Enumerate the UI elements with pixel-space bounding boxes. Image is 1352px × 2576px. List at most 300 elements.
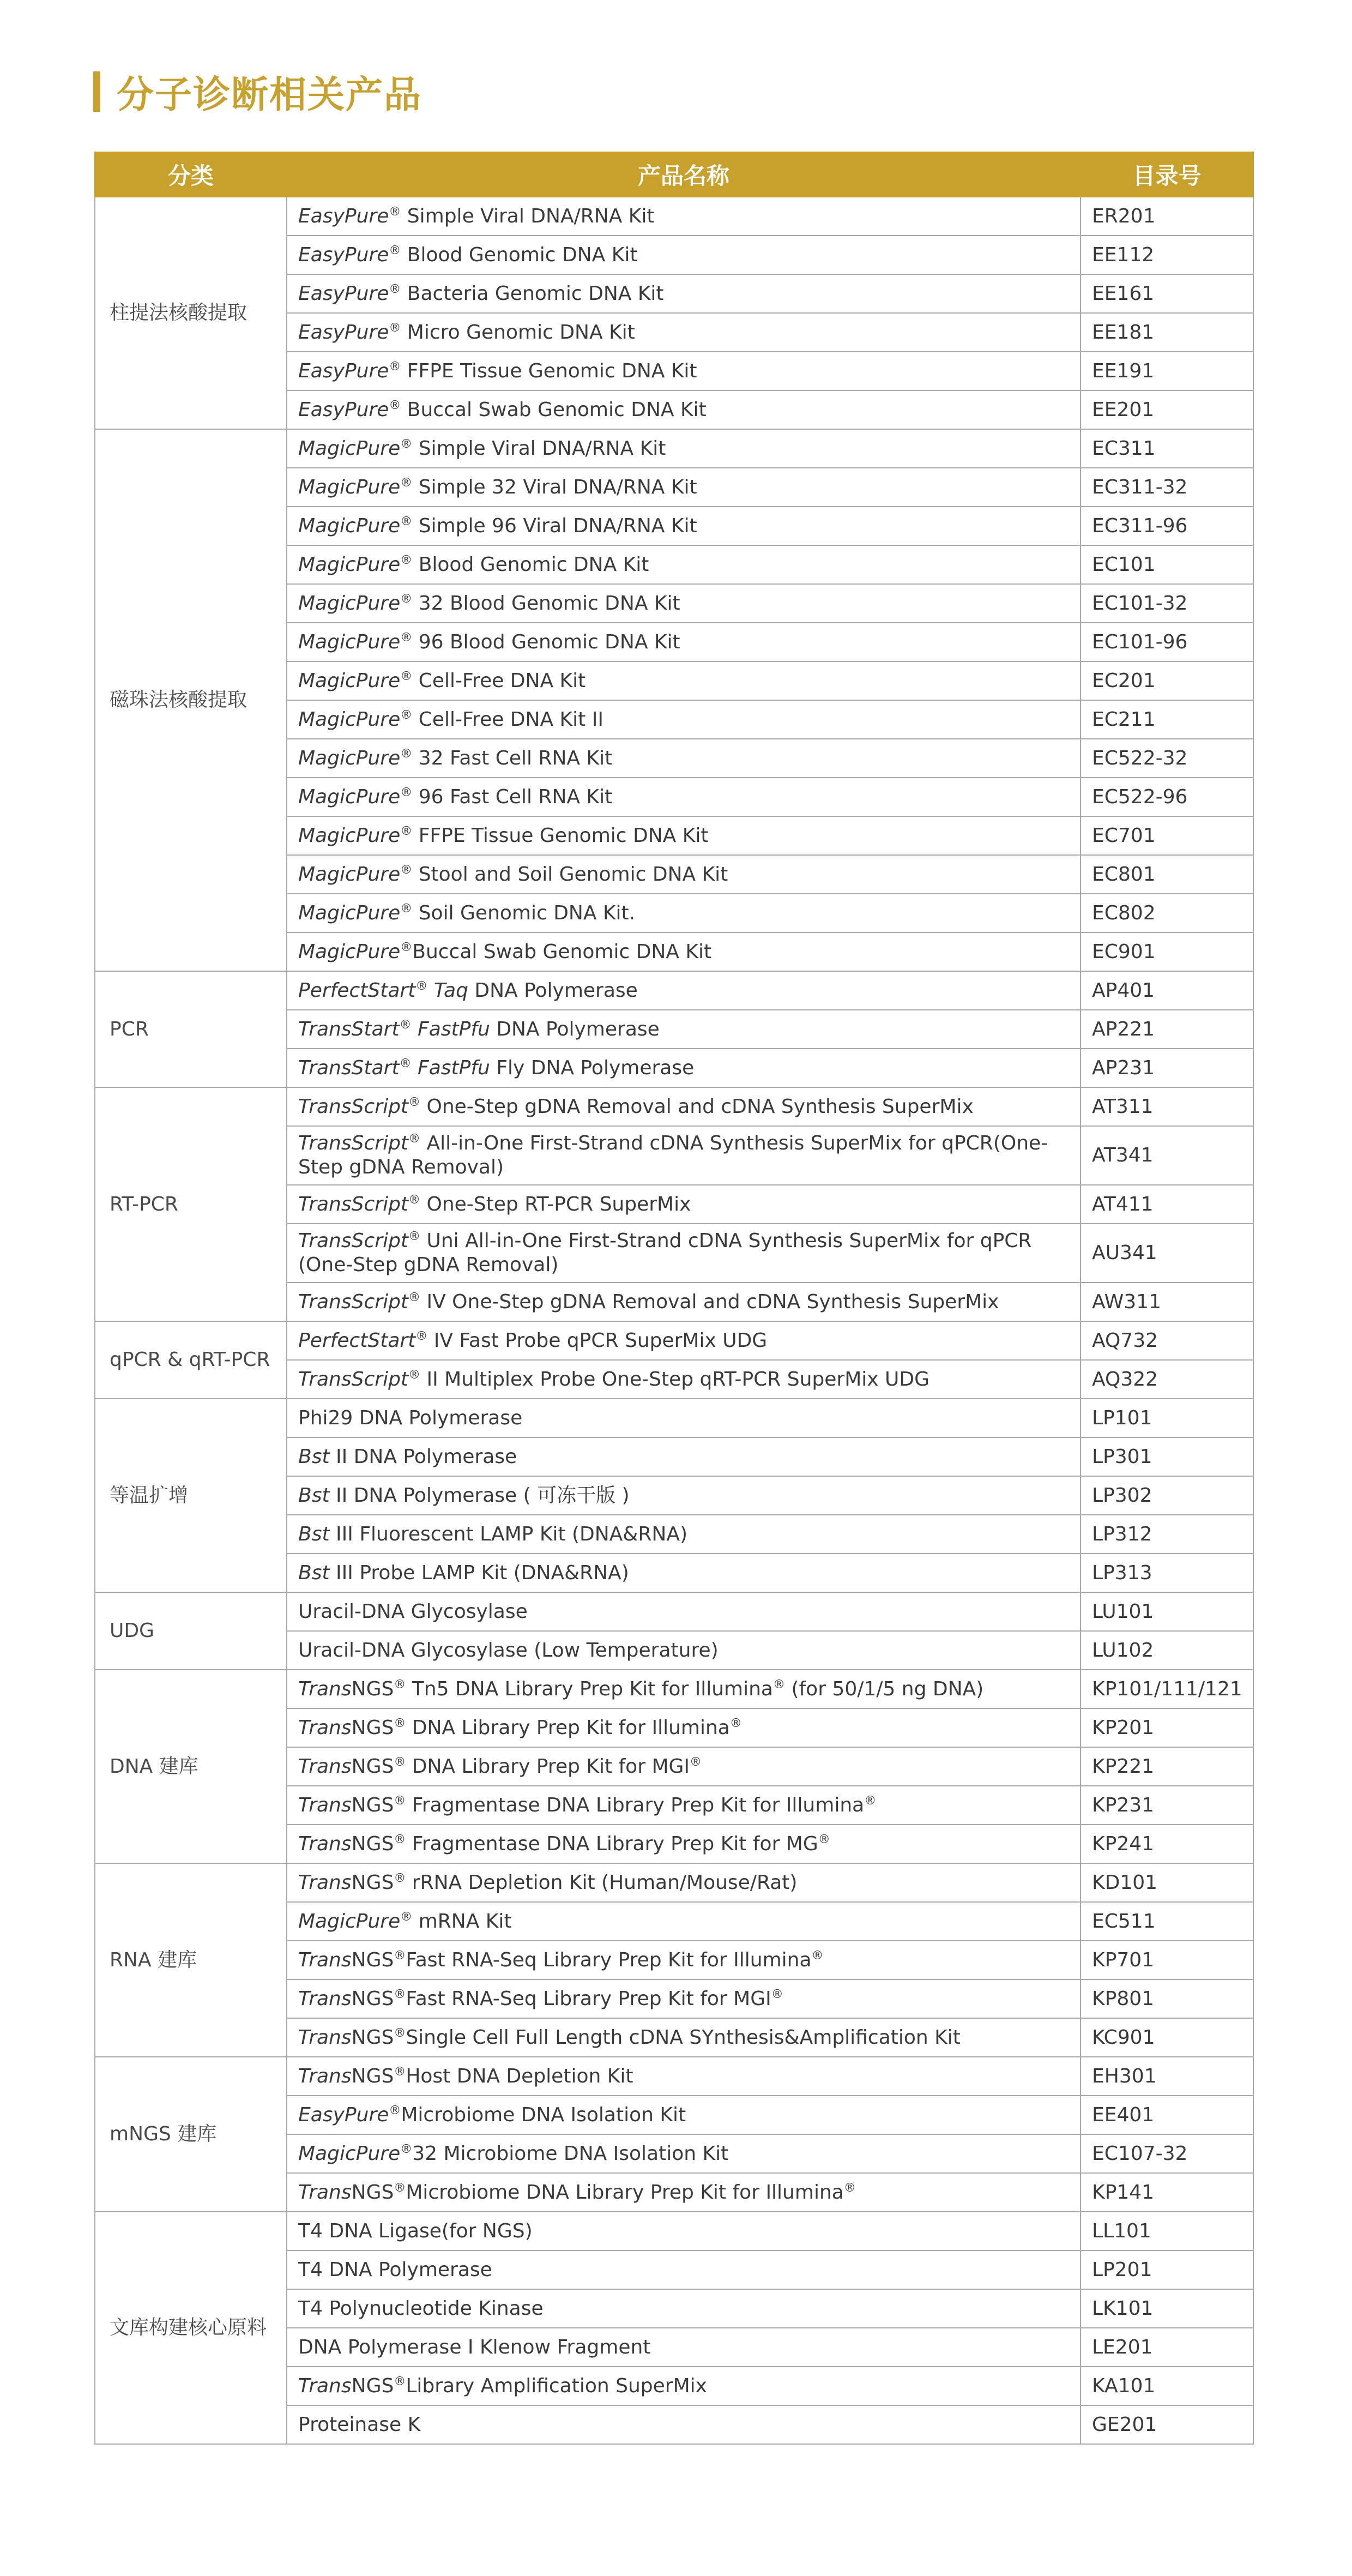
product-name-text: Phi29 DNA Polymerase — [298, 1406, 523, 1429]
registered-mark: ® — [408, 1368, 421, 1382]
catalog-number-cell: KP201 — [1081, 1708, 1253, 1747]
category-cell: 柱提法核酸提取 — [95, 197, 287, 429]
product-name-cell — [287, 2096, 1081, 2134]
catalog-number-cell: AP231 — [1081, 1049, 1253, 1087]
catalog-number-cell: KP141 — [1081, 2173, 1253, 2212]
registered-mark: ® — [389, 359, 401, 374]
registered-mark: ® — [408, 1095, 421, 1109]
registered-mark: ® — [415, 979, 428, 993]
product-name-cell — [287, 507, 1081, 545]
product-name-cell — [287, 2289, 1081, 2328]
registered-mark: ® — [400, 747, 413, 761]
product-name-text: NGS — [351, 2065, 394, 2087]
product-name-text: FFPE Tissue Genomic DNA Kit — [401, 359, 697, 382]
registered-mark: ® — [394, 1755, 406, 1769]
product-name-cell — [287, 2250, 1081, 2289]
product-name-cell — [287, 1476, 1081, 1515]
product-name-text: Trans — [298, 1677, 352, 1700]
product-name-text: Fragmentase DNA Library Prep Kit for MG — [406, 1832, 818, 1855]
product-name-text: EasyPure — [298, 321, 389, 344]
product-name-text: rRNA Depletion Kit (Human/Mouse/Rat) — [406, 1871, 798, 1894]
product-name-text: FastPfu — [418, 1018, 490, 1040]
product-name-text: Library Amplification SuperMix — [406, 2374, 707, 2397]
product-name-text: Stool and Soil Genomic DNA Kit — [412, 863, 728, 886]
registered-mark: ® — [389, 321, 401, 335]
product-name-cell — [287, 2328, 1081, 2367]
table-row — [95, 1592, 1253, 1631]
product-name-text: Blood Genomic DNA Kit — [401, 243, 638, 266]
product-name-text: Host DNA Depletion Kit — [406, 2065, 633, 2087]
product-name-text: Trans — [298, 1716, 352, 1739]
header-category: 分类 — [95, 152, 287, 197]
registered-mark: ® — [408, 1193, 421, 1207]
product-name-text: EasyPure — [298, 282, 389, 305]
registered-mark: ® — [818, 1832, 830, 1846]
catalog-number-cell: EC311 — [1081, 429, 1253, 468]
registered-mark: ® — [394, 2065, 406, 2079]
catalog-number-cell: EC522-32 — [1081, 739, 1253, 778]
category-cell: DNA 建库 — [95, 1670, 287, 1863]
product-name-text: NGS — [351, 1716, 394, 1739]
catalog-number-cell: EC101-32 — [1081, 584, 1253, 623]
catalog-number-cell: EC311-32 — [1081, 468, 1253, 507]
product-name-cell — [287, 1399, 1081, 1437]
product-name-text: FFPE Tissue Genomic DNA Kit — [412, 824, 709, 847]
registered-mark: ® — [400, 863, 413, 877]
product-name-cell — [287, 274, 1081, 313]
registered-mark: ® — [400, 592, 413, 606]
product-name-text: EasyPure — [298, 204, 389, 227]
product-name-text: MagicPure — [298, 901, 401, 924]
registered-mark: ® — [394, 1832, 406, 1846]
catalog-number-cell: EC511 — [1081, 1902, 1253, 1941]
product-name-text: T4 DNA Polymerase — [298, 2258, 492, 2281]
product-name-text: TransStart — [298, 1018, 400, 1040]
product-name-text: MagicPure — [298, 747, 401, 769]
catalog-number-cell: EE401 — [1081, 2096, 1253, 2134]
catalog-number-cell: LP302 — [1081, 1476, 1253, 1515]
product-name-text: NGS — [351, 1677, 394, 1700]
registered-mark: ® — [394, 1793, 406, 1808]
registered-mark: ® — [394, 2374, 406, 2388]
product-name-text: All-in-One First-Strand cDNA Synthesis SuperMix for qPCR(One-Step gDNA Removal) — [298, 1132, 1048, 1178]
product-name-cell — [287, 971, 1081, 1010]
product-name-text: 96 Fast Cell RNA Kit — [412, 785, 613, 808]
product-table — [94, 152, 1254, 2445]
product-name-cell — [287, 894, 1081, 932]
product-name-text: MagicPure — [298, 437, 401, 460]
product-name-text: Tn5 DNA Library Prep Kit for Illumina — [406, 1677, 773, 1700]
product-name-text: IV One-Step gDNA Removal and cDNA Synthesis SuperMix — [420, 1290, 999, 1313]
product-name-text: Trans — [298, 2065, 352, 2087]
category-cell: qPCR & qRT-PCR — [95, 1321, 287, 1399]
catalog-number-cell: KP231 — [1081, 1786, 1253, 1825]
product-name-text: Trans — [298, 2181, 352, 2204]
table-row — [95, 1399, 1253, 1437]
registered-mark: ® — [400, 824, 413, 838]
product-name-cell — [287, 816, 1081, 855]
product-name-cell — [287, 545, 1081, 584]
product-name-cell — [287, 2212, 1081, 2250]
product-name-text — [412, 1057, 418, 1079]
catalog-number-cell: LU102 — [1081, 1631, 1253, 1670]
registered-mark: ® — [400, 2142, 413, 2156]
product-name-text: TransScript — [298, 1230, 409, 1252]
product-name-text: Fast RNA-Seq Library Prep Kit for MGI — [406, 1987, 771, 2010]
product-name-text: DNA Library Prep Kit for MGI — [406, 1755, 690, 1778]
product-name-text: Soil Genomic DNA Kit. — [412, 901, 636, 924]
catalog-number-cell: KP241 — [1081, 1825, 1253, 1863]
registered-mark: ® — [394, 2026, 406, 2040]
category-cell: 文库构建核心原料 — [95, 2212, 287, 2444]
product-name-cell — [287, 197, 1081, 236]
catalog-number-cell: KP101/111/121 — [1081, 1670, 1253, 1708]
product-name-text: One-Step RT-PCR SuperMix — [420, 1193, 691, 1215]
catalog-number-cell: AQ322 — [1081, 1360, 1253, 1399]
product-name-cell — [287, 700, 1081, 739]
product-name-text: Trans — [298, 1948, 352, 1971]
registered-mark: ® — [389, 243, 401, 257]
product-name-text: Buccal Swab Genomic DNA Kit — [401, 398, 707, 421]
category-cell: RNA 建库 — [95, 1863, 287, 2057]
product-name-text: NGS — [351, 2181, 394, 2204]
product-name-text: DNA Polymerase I Klenow Fragment — [298, 2336, 651, 2358]
page-header — [93, 70, 422, 117]
product-name-text: Trans — [298, 2374, 352, 2397]
catalog-number-cell: EC211 — [1081, 700, 1253, 739]
product-name-text: Uni All-in-One First-Strand cDNA Synthesis SuperMix for qPCR (One-Step gDNA Removal) — [298, 1230, 1032, 1276]
product-name-text: 32 Blood Genomic DNA Kit — [412, 592, 680, 615]
registered-mark: ® — [690, 1755, 702, 1769]
product-name-text: TransScript — [298, 1368, 409, 1391]
product-name-text: MagicPure — [298, 630, 401, 653]
product-name-text: TransScript — [298, 1193, 409, 1215]
table-row — [95, 1863, 1253, 1902]
product-name-cell — [287, 1979, 1081, 2018]
product-name-text: MagicPure — [298, 824, 401, 847]
table-body — [95, 197, 1253, 2444]
product-name-text: NGS — [351, 1832, 394, 1855]
product-name-cell — [287, 2057, 1081, 2096]
registered-mark: ® — [729, 1716, 742, 1730]
category-cell: PCR — [95, 971, 287, 1087]
catalog-number-cell: LE201 — [1081, 2328, 1253, 2367]
product-name-text: IV Fast Probe qPCR SuperMix UDG — [427, 1329, 768, 1352]
product-name-text: NGS — [351, 1755, 394, 1778]
product-name-cell — [287, 390, 1081, 429]
product-name-text: MagicPure — [298, 592, 401, 615]
product-name-text: DNA Library Prep Kit for Illumina — [406, 1716, 730, 1739]
registered-mark: ® — [400, 708, 413, 722]
catalog-number-cell: ER201 — [1081, 197, 1253, 236]
product-name-cell — [287, 932, 1081, 971]
product-name-text: Trans — [298, 1755, 352, 1778]
product-name-text: PerfectStart — [298, 1329, 416, 1352]
product-name-cell — [287, 2173, 1081, 2212]
product-name-text: (for 50/1/5 ng DNA) — [785, 1677, 984, 1700]
product-name-cell — [287, 2405, 1081, 2444]
catalog-number-cell: LU101 — [1081, 1592, 1253, 1631]
product-name-cell — [287, 1185, 1081, 1224]
product-name-text: Cell-Free DNA Kit II — [412, 708, 603, 731]
registered-mark: ® — [389, 204, 401, 219]
registered-mark: ® — [400, 669, 413, 683]
product-name-text: Fast RNA-Seq Library Prep Kit for Illumina — [406, 1948, 812, 1971]
catalog-number-cell: EE181 — [1081, 313, 1253, 352]
catalog-number-cell: EC101-96 — [1081, 623, 1253, 661]
product-name-cell — [287, 1863, 1081, 1902]
catalog-number-cell: EC701 — [1081, 816, 1253, 855]
catalog-number-cell: EC101 — [1081, 545, 1253, 584]
registered-mark: ® — [394, 2181, 406, 2195]
product-name-text: T4 Polynucleotide Kinase — [298, 2297, 544, 2320]
product-name-text: NGS — [351, 1793, 394, 1816]
product-name-text: Uracil-DNA Glycosylase — [298, 1600, 528, 1623]
product-name-text: Single Cell Full Length cDNA SYnthesis&Amplification Kit — [406, 2026, 961, 2049]
product-name-text: Blood Genomic DNA Kit — [412, 553, 649, 576]
product-name-text: Bst — [298, 1445, 330, 1468]
product-name-cell — [287, 429, 1081, 468]
product-name-cell — [287, 1786, 1081, 1825]
product-name-cell — [287, 1126, 1081, 1185]
product-name-text: MagicPure — [298, 1910, 401, 1933]
product-name-text: Buccal Swab Genomic DNA Kit — [412, 940, 712, 963]
registered-mark: ® — [400, 901, 413, 916]
catalog-number-cell: EC107-32 — [1081, 2134, 1253, 2173]
product-name-text: Simple 96 Viral DNA/RNA Kit — [412, 514, 697, 537]
product-name-text: II DNA Polymerase — [329, 1445, 517, 1468]
product-name-text — [412, 1018, 418, 1040]
product-name-text: Taq — [433, 979, 468, 1002]
product-name-text: Micro Genomic DNA Kit — [401, 321, 635, 344]
product-name-text: 32 Microbiome DNA Isolation Kit — [412, 2142, 729, 2165]
registered-mark: ® — [400, 1910, 413, 1924]
registered-mark: ® — [400, 476, 413, 490]
product-name-cell — [287, 1010, 1081, 1049]
registered-mark: ® — [400, 514, 413, 528]
product-name-text: MagicPure — [298, 940, 401, 963]
catalog-number-cell: KP221 — [1081, 1747, 1253, 1786]
product-name-text: II Multiplex Probe One-Step qRT-PCR SuperMix UDG — [420, 1368, 930, 1391]
product-name-cell — [287, 661, 1081, 700]
product-name-cell — [287, 739, 1081, 778]
product-name-cell — [287, 1360, 1081, 1399]
catalog-number-cell: LP301 — [1081, 1437, 1253, 1476]
product-name-text: PerfectStart — [298, 979, 416, 1002]
category-cell: 磁珠法核酸提取 — [95, 429, 287, 971]
catalog-number-cell: LP312 — [1081, 1515, 1253, 1554]
registered-mark: ® — [408, 1290, 421, 1304]
registered-mark: ® — [408, 1132, 421, 1146]
catalog-number-cell: LP201 — [1081, 2250, 1253, 2289]
product-name-text: Trans — [298, 1871, 352, 1894]
product-name-text: Trans — [298, 2026, 352, 2049]
product-name-cell — [287, 855, 1081, 894]
category-cell: RT-PCR — [95, 1087, 287, 1321]
product-name-cell — [287, 313, 1081, 352]
registered-mark: ® — [400, 630, 413, 645]
registered-mark: ® — [399, 1056, 412, 1070]
product-name-cell — [287, 1592, 1081, 1631]
category-cell: UDG — [95, 1592, 287, 1670]
product-name-text: Bst — [298, 1522, 330, 1545]
product-name-text: II DNA Polymerase ( 可冻干版 ) — [329, 1484, 630, 1507]
catalog-number-cell: EC201 — [1081, 661, 1253, 700]
catalog-number-cell: EE191 — [1081, 352, 1253, 390]
product-name-text: Simple Viral DNA/RNA Kit — [401, 204, 655, 227]
registered-mark: ® — [811, 1948, 824, 1963]
product-name-text: mRNA Kit — [412, 1910, 512, 1933]
catalog-number-cell: LP313 — [1081, 1554, 1253, 1592]
product-name-cell — [287, 1515, 1081, 1554]
product-name-cell — [287, 2134, 1081, 2173]
product-name-text: NGS — [351, 2374, 394, 2397]
product-name-text: Trans — [298, 1987, 352, 2010]
product-name-cell — [287, 1437, 1081, 1476]
product-name-text: TransStart — [298, 1056, 400, 1079]
registered-mark: ® — [389, 2103, 401, 2117]
product-name-text: 32 Fast Cell RNA Kit — [412, 747, 613, 769]
table-row — [95, 2212, 1253, 2250]
registered-mark: ® — [771, 1987, 783, 2001]
catalog-number-cell: AT411 — [1081, 1185, 1253, 1224]
registered-mark: ® — [389, 282, 401, 296]
registered-mark: ® — [394, 1677, 406, 1692]
product-name-cell — [287, 2367, 1081, 2405]
catalog-number-cell: LK101 — [1081, 2289, 1253, 2328]
catalog-number-cell: AT341 — [1081, 1126, 1253, 1185]
product-name-text: MagicPure — [298, 669, 401, 692]
product-name-text: Proteinase K — [298, 2413, 421, 2436]
product-name-text: EasyPure — [298, 2103, 389, 2126]
product-name-text: One-Step gDNA Removal and cDNA Synthesis SuperMix — [420, 1095, 974, 1118]
catalog-number-cell: EC802 — [1081, 894, 1253, 932]
table-row — [95, 429, 1253, 468]
catalog-number-cell: AP401 — [1081, 971, 1253, 1010]
product-name-text: NGS — [351, 2026, 394, 2049]
product-name-cell — [287, 236, 1081, 274]
product-name-text: Microbiome DNA Isolation Kit — [401, 2103, 686, 2126]
product-name-cell — [287, 352, 1081, 390]
product-name-text: EasyPure — [298, 243, 389, 266]
product-name-cell — [287, 1825, 1081, 1863]
product-name-text: Cell-Free DNA Kit — [412, 669, 586, 692]
product-name-text: NGS — [351, 1871, 394, 1894]
catalog-number-cell: AU341 — [1081, 1224, 1253, 1283]
catalog-number-cell: EE161 — [1081, 274, 1253, 313]
product-name-cell — [287, 1321, 1081, 1360]
product-name-text: MagicPure — [298, 785, 401, 808]
product-name-text: Bst — [298, 1484, 330, 1507]
product-name-text: Simple Viral DNA/RNA Kit — [412, 437, 666, 460]
registered-mark: ® — [400, 785, 413, 799]
catalog-number-cell: EC801 — [1081, 855, 1253, 894]
product-name-text: Microbiome DNA Library Prep Kit for Illumina — [406, 2181, 844, 2204]
product-name-text: MagicPure — [298, 863, 401, 886]
table-row — [95, 971, 1253, 1010]
registered-mark: ® — [864, 1793, 877, 1808]
catalog-number-cell: KP801 — [1081, 1979, 1253, 2018]
product-name-cell — [287, 1087, 1081, 1126]
catalog-number-cell: KD101 — [1081, 1863, 1253, 1902]
table-row — [95, 197, 1253, 236]
product-name-text — [427, 979, 433, 1002]
table-row — [95, 1321, 1253, 1360]
product-name-cell — [287, 623, 1081, 661]
registered-mark: ® — [399, 1018, 412, 1032]
registered-mark: ® — [408, 1230, 421, 1243]
catalog-number-cell: LL101 — [1081, 2212, 1253, 2250]
category-cell: 等温扩增 — [95, 1399, 287, 1592]
product-name-text: TransScript — [298, 1132, 409, 1154]
product-name-cell — [287, 1049, 1081, 1087]
catalog-number-cell: KA101 — [1081, 2367, 1253, 2405]
product-name-cell — [287, 1554, 1081, 1592]
table-header-row — [95, 152, 1253, 197]
table-row — [95, 1087, 1253, 1126]
product-name-cell — [287, 1224, 1081, 1283]
product-name-cell — [287, 1941, 1081, 1979]
product-name-cell — [287, 1902, 1081, 1941]
product-name-text: TransScript — [298, 1095, 409, 1118]
product-name-text: EasyPure — [298, 398, 389, 421]
product-name-text: MagicPure — [298, 2142, 401, 2165]
catalog-number-cell: KC901 — [1081, 2018, 1253, 2057]
product-name-cell — [287, 2018, 1081, 2057]
product-name-text: FastPfu — [418, 1056, 490, 1079]
registered-mark: ® — [400, 437, 413, 451]
registered-mark: ® — [415, 1329, 428, 1343]
table-row — [95, 1670, 1253, 1708]
registered-mark: ® — [394, 1948, 406, 1963]
header-catalog-number: 目录号 — [1081, 152, 1253, 197]
catalog-number-cell: AQ732 — [1081, 1321, 1253, 1360]
product-name-text: Fragmentase DNA Library Prep Kit for Illumina — [406, 1793, 865, 1816]
registered-mark: ® — [394, 1987, 406, 2001]
product-name-text: TransScript — [298, 1290, 409, 1313]
product-name-text: NGS — [351, 1948, 394, 1971]
catalog-number-cell: EH301 — [1081, 2057, 1253, 2096]
product-name-cell — [287, 1631, 1081, 1670]
catalog-number-cell: AP221 — [1081, 1010, 1253, 1049]
product-name-text: Fly DNA Polymerase — [490, 1056, 695, 1079]
catalog-number-cell: AT311 — [1081, 1087, 1253, 1126]
registered-mark: ® — [400, 553, 413, 567]
catalog-number-cell: EE112 — [1081, 236, 1253, 274]
product-name-text: DNA Polymerase — [468, 979, 638, 1002]
catalog-number-cell: KP701 — [1081, 1941, 1253, 1979]
product-name-text: Bacteria Genomic DNA Kit — [401, 282, 664, 305]
product-name-text: Trans — [298, 1832, 352, 1855]
product-name-text: MagicPure — [298, 708, 401, 731]
table-row — [95, 2057, 1253, 2096]
product-name-text: MagicPure — [298, 476, 401, 498]
catalog-number-cell: EC901 — [1081, 932, 1253, 971]
header-product-name: 产品名称 — [287, 152, 1081, 197]
catalog-number-cell: EC522-96 — [1081, 778, 1253, 816]
catalog-number-cell: AW311 — [1081, 1283, 1253, 1321]
registered-mark: ® — [389, 398, 401, 412]
product-name-cell — [287, 1670, 1081, 1708]
product-name-text: III Fluorescent LAMP Kit (DNA&RNA) — [329, 1522, 687, 1545]
product-name-text: III Probe LAMP Kit (DNA&RNA) — [329, 1561, 629, 1584]
product-name-text: MagicPure — [298, 514, 401, 537]
product-name-text: DNA Polymerase — [490, 1018, 660, 1040]
product-name-cell — [287, 468, 1081, 507]
product-name-cell — [287, 1708, 1081, 1747]
page-title: 分子诊断相关产品 — [117, 73, 422, 117]
registered-mark: ® — [394, 1871, 406, 1885]
